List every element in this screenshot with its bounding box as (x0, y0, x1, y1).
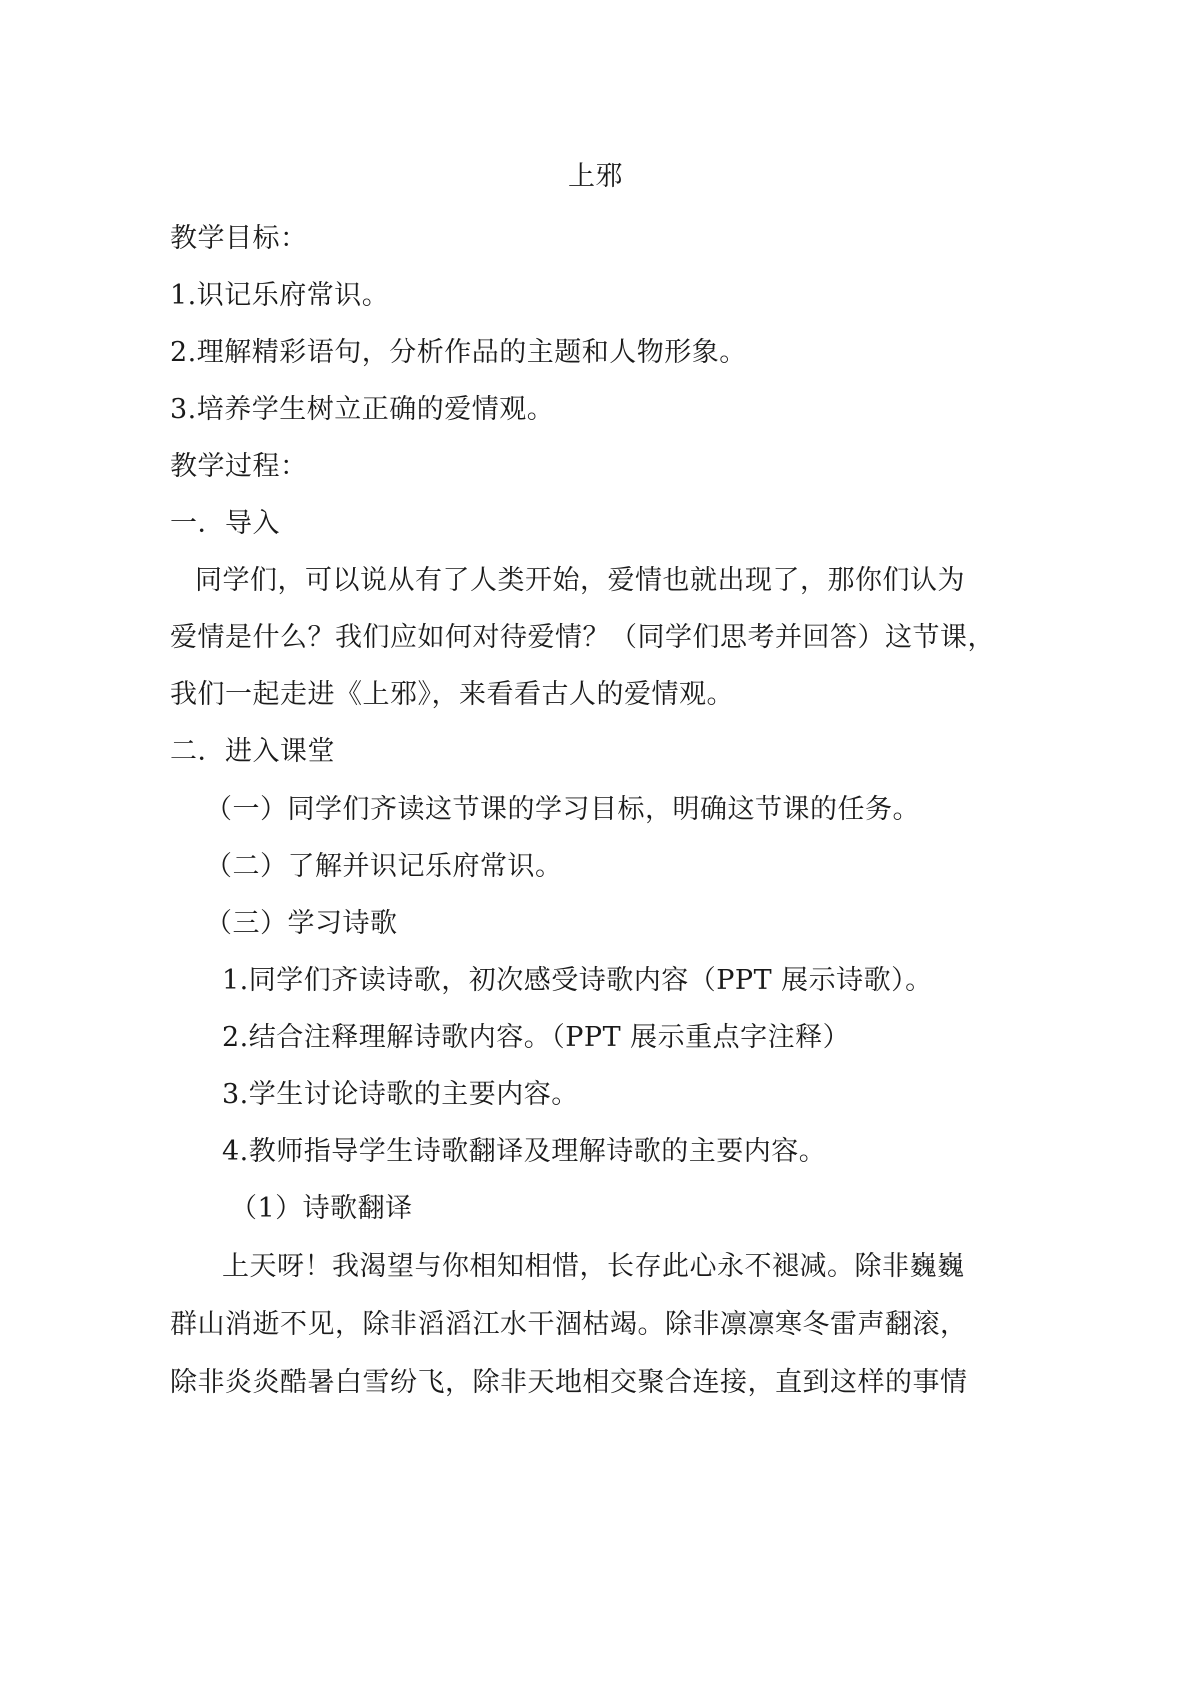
page-title: 上邪 (568, 161, 623, 192)
subsection-heading: （二）了解并识记乐府常识。 (205, 851, 563, 882)
paragraph-line: 同学们，可以说从有了人类开始，爱情也就出现了，那你们认为 (195, 565, 965, 596)
objectives-heading: 教学目标： (170, 223, 308, 254)
subsection-heading: （一）同学们齐读这节课的学习目标，明确这节课的任务。 (205, 794, 920, 825)
objective-item: 3.培养学生树立正确的爱情观。 (170, 394, 555, 425)
section-heading: 一．导入 (170, 508, 280, 539)
translation-line: 上天呀！我渴望与你相知相惜，长存此心永不褪减。除非巍巍 (222, 1251, 965, 1282)
section-heading: 二．进入课堂 (170, 736, 335, 767)
paragraph-line: 爱情是什么？我们应如何对待爱情？（同学们思考并回答）这节课， (170, 622, 995, 653)
step-item: 2.结合注释理解诗歌内容。（PPT 展示重点字注释） (222, 1022, 851, 1053)
translation-line: 群山消逝不见，除非滔滔江水干涸枯竭。除非凛凛寒冬雷声翻滚， (170, 1309, 968, 1340)
step-item: 3.学生讨论诗歌的主要内容。 (222, 1079, 579, 1110)
paragraph-line: 我们一起走进《上邪》，来看看古人的爱情观。 (170, 679, 734, 710)
translation-heading: （1）诗歌翻译 (230, 1193, 413, 1224)
process-heading: 教学过程： (170, 451, 308, 482)
subsection-heading: （三）学习诗歌 (205, 908, 398, 939)
translation-line: 除非炎炎酷暑白雪纷飞，除非天地相交聚合连接，直到这样的事情 (170, 1367, 968, 1398)
objective-item: 1.识记乐府常识。 (170, 280, 390, 311)
step-item: 4.教师指导学生诗歌翻译及理解诗歌的主要内容。 (222, 1136, 827, 1167)
step-item: 1.同学们齐读诗歌，初次感受诗歌内容（PPT 展示诗歌）。 (222, 965, 933, 996)
objective-item: 2.理解精彩语句，分析作品的主题和人物形象。 (170, 337, 747, 368)
